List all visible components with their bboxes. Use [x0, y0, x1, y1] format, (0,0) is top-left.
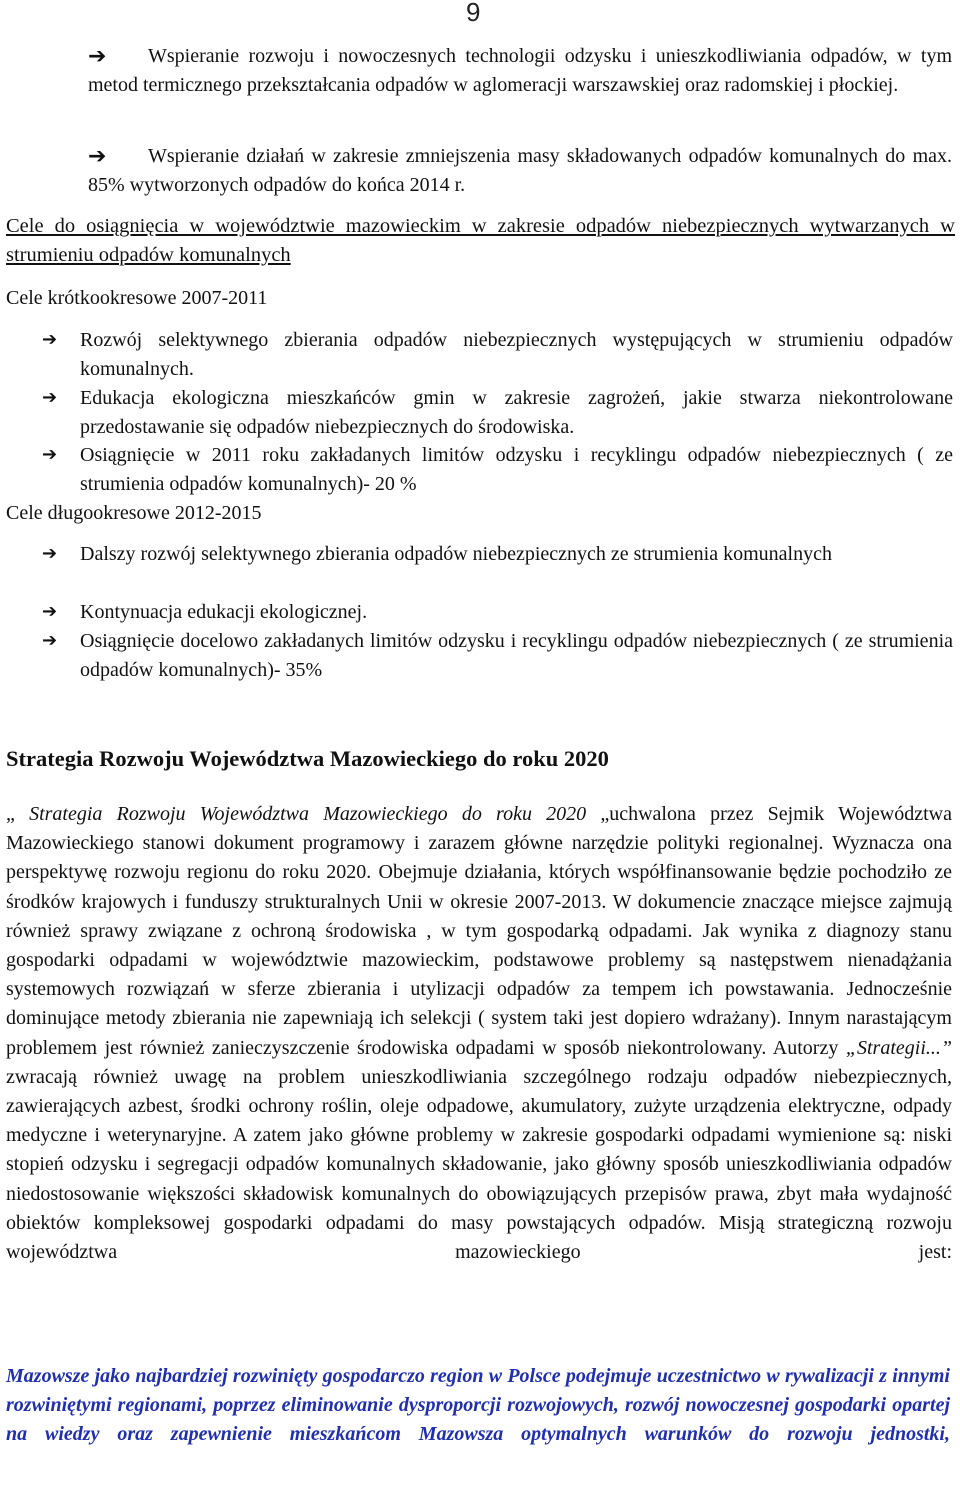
list-item [42, 441, 953, 498]
short-term-label: Cele krótkookresowe 2007-2011 [6, 287, 268, 309]
arrow-right-icon: ➔ [42, 630, 58, 651]
open-quote: „ [6, 803, 30, 825]
strategy-title-italic: Strategia Rozwoju Województwa Mazowieckiego do roku 2020 [29, 803, 587, 825]
bullet-text: Osiągnięcie docelowo zakładanych limitów odzysku i recyklingu odpadów niebezpiecznych ( ze strumienia odpadów komunalnych)- 35% [80, 630, 953, 681]
arrow-right-icon: ➔ [42, 387, 58, 408]
bullet-text: Wspieranie działań w zakresie zmniejszenia masy składowanych odpadów komunalnych do max. 85% wytworzonych odpadów do końca 2014 r. [88, 145, 952, 196]
arrow-right-icon: ➔ [42, 543, 58, 564]
list-item [88, 42, 952, 100]
paragraph-text: zwracają również uwagę na problem unieszkodliwiania szczególnego rodzaju odpadów niebezpiecznych, zawierających azbest, środki ochrony roślin, oleje odpadowe, akumulatory, zużyte urządzenia elektryczne, odpady medyczne i weterynaryjne. A zatem jako główne problemy w zakresie gospodarki odpadami wymienione są: niski stopień odzysku i segregacji odpadów komunalnych składowanie, jako główny sposób unieszkodliwiania odpadów niedostosowanie większości składowisk komunalnych do obowiązujących przepisów prawa, zbyt mała wydajność obiektów kompleksowej gospodarki odpadami do masy powstających odpadów. Misją strategiczną rozwoju województwa mazowieckiego jest: [6, 1065, 952, 1264]
long-term-label: Cele długookresowe 2012-2015 [6, 502, 262, 524]
arrow-right-icon: ➔ [42, 444, 58, 465]
strategy-short-italic: „Strategii...” [845, 1036, 952, 1059]
list-item [88, 142, 952, 200]
arrow-right-icon: ➔ [42, 329, 58, 350]
page-number: 9 [466, 0, 481, 27]
list-item [42, 627, 953, 684]
list-item [42, 540, 953, 569]
list-item [42, 598, 953, 627]
bullet-text: Osiągnięcie w 2011 roku zakładanych limitów odzysku i recyklingu odpadów niebezpiecznych ( ze strumienia odpadów komunalnych)- 20 % [80, 444, 953, 495]
arrow-right-icon: ➔ [88, 44, 107, 69]
bullet-text: Kontynuacja edukacji ekologicznej. [80, 601, 368, 623]
bullet-text: Edukacja ekologiczna mieszkańców gmin w zakresie zagrożeń, jakie stwarza niekontrolowane przedostawanie się odpadów niebezpiecznych do środowiska. [80, 387, 953, 438]
paragraph-text: „uchwalona przez Sejmik Województwa Mazowieckiego stanowi dokument programowy i zarazem główne narzędzie polityki regionalnej. Wyznacza ona perspektywę rozwoju regionu do roku 2020. Obejmuje działania, których współfinansowanie będzie pochodziło ze środków krajowych i funduszy strukturalnych Unii w okresie 2007-2013. W dokumencie znaczące miejsce zajmują również sprawy związane z ochroną środowiska , w tym gospodarką odpadami. Jak wynika z diagnozy stanu gospodarki odpadami w województwie mazowieckim, podstawowe problemy są następstwem nienadążania systemowych rozwiązań w sferze zbierania i utylizacji odpadów za tempem ich powstawania. Jednocześnie dominujące metody zbierania nie zapewniają ich selekcji ( system taki jest dopiero wdrażany). Innym narastającym problemem jest również zanieczyszczenie środowiska odpadami w sposób niekontrolowany. Autorzy [6, 803, 952, 1059]
arrow-right-icon: ➔ [42, 601, 58, 622]
list-item [42, 384, 953, 441]
strategy-paragraph [6, 800, 952, 1267]
bullet-text: Dalszy rozwój selektywnego zbierania odpadów niebezpiecznych ze strumienia komunalnych [80, 543, 832, 565]
mission-statement: Mazowsze jako najbardziej rozwinięty gospodarczo region w Polsce podejmuje uczestnictwo w rywalizacji z innymi rozwiniętymi regionami, poprzez eliminowanie dysproporcji rozwojowych, rozwój nowoczesnej gospodarki opartej na wiedzy oraz zapewnienie mieszkańcom Mazowsza optymalnych warunków do rozwoju jednostki, [6, 1365, 950, 1445]
bullet-text: Wspieranie rozwoju i nowoczesnych technologii odzysku i unieszkodliwiania odpadów, w tym metod termicznego przekształcania odpadów w aglomeracji warszawskiej oraz radomskiej i płockiej. [88, 45, 952, 96]
list-item [42, 326, 953, 383]
goals-heading: Cele do osiągnięcia w województwie mazowieckim w zakresie odpadów niebezpiecznych wytwarzanych w strumieniu odpadów komunalnych [6, 215, 955, 266]
section-title: Strategia Rozwoju Województwa Mazowieckiego do roku 2020 [6, 746, 609, 771]
bullet-text: Rozwój selektywnego zbierania odpadów niebezpiecznych występujących w strumieniu odpadów komunalnych. [80, 329, 953, 380]
arrow-right-icon: ➔ [88, 144, 107, 169]
